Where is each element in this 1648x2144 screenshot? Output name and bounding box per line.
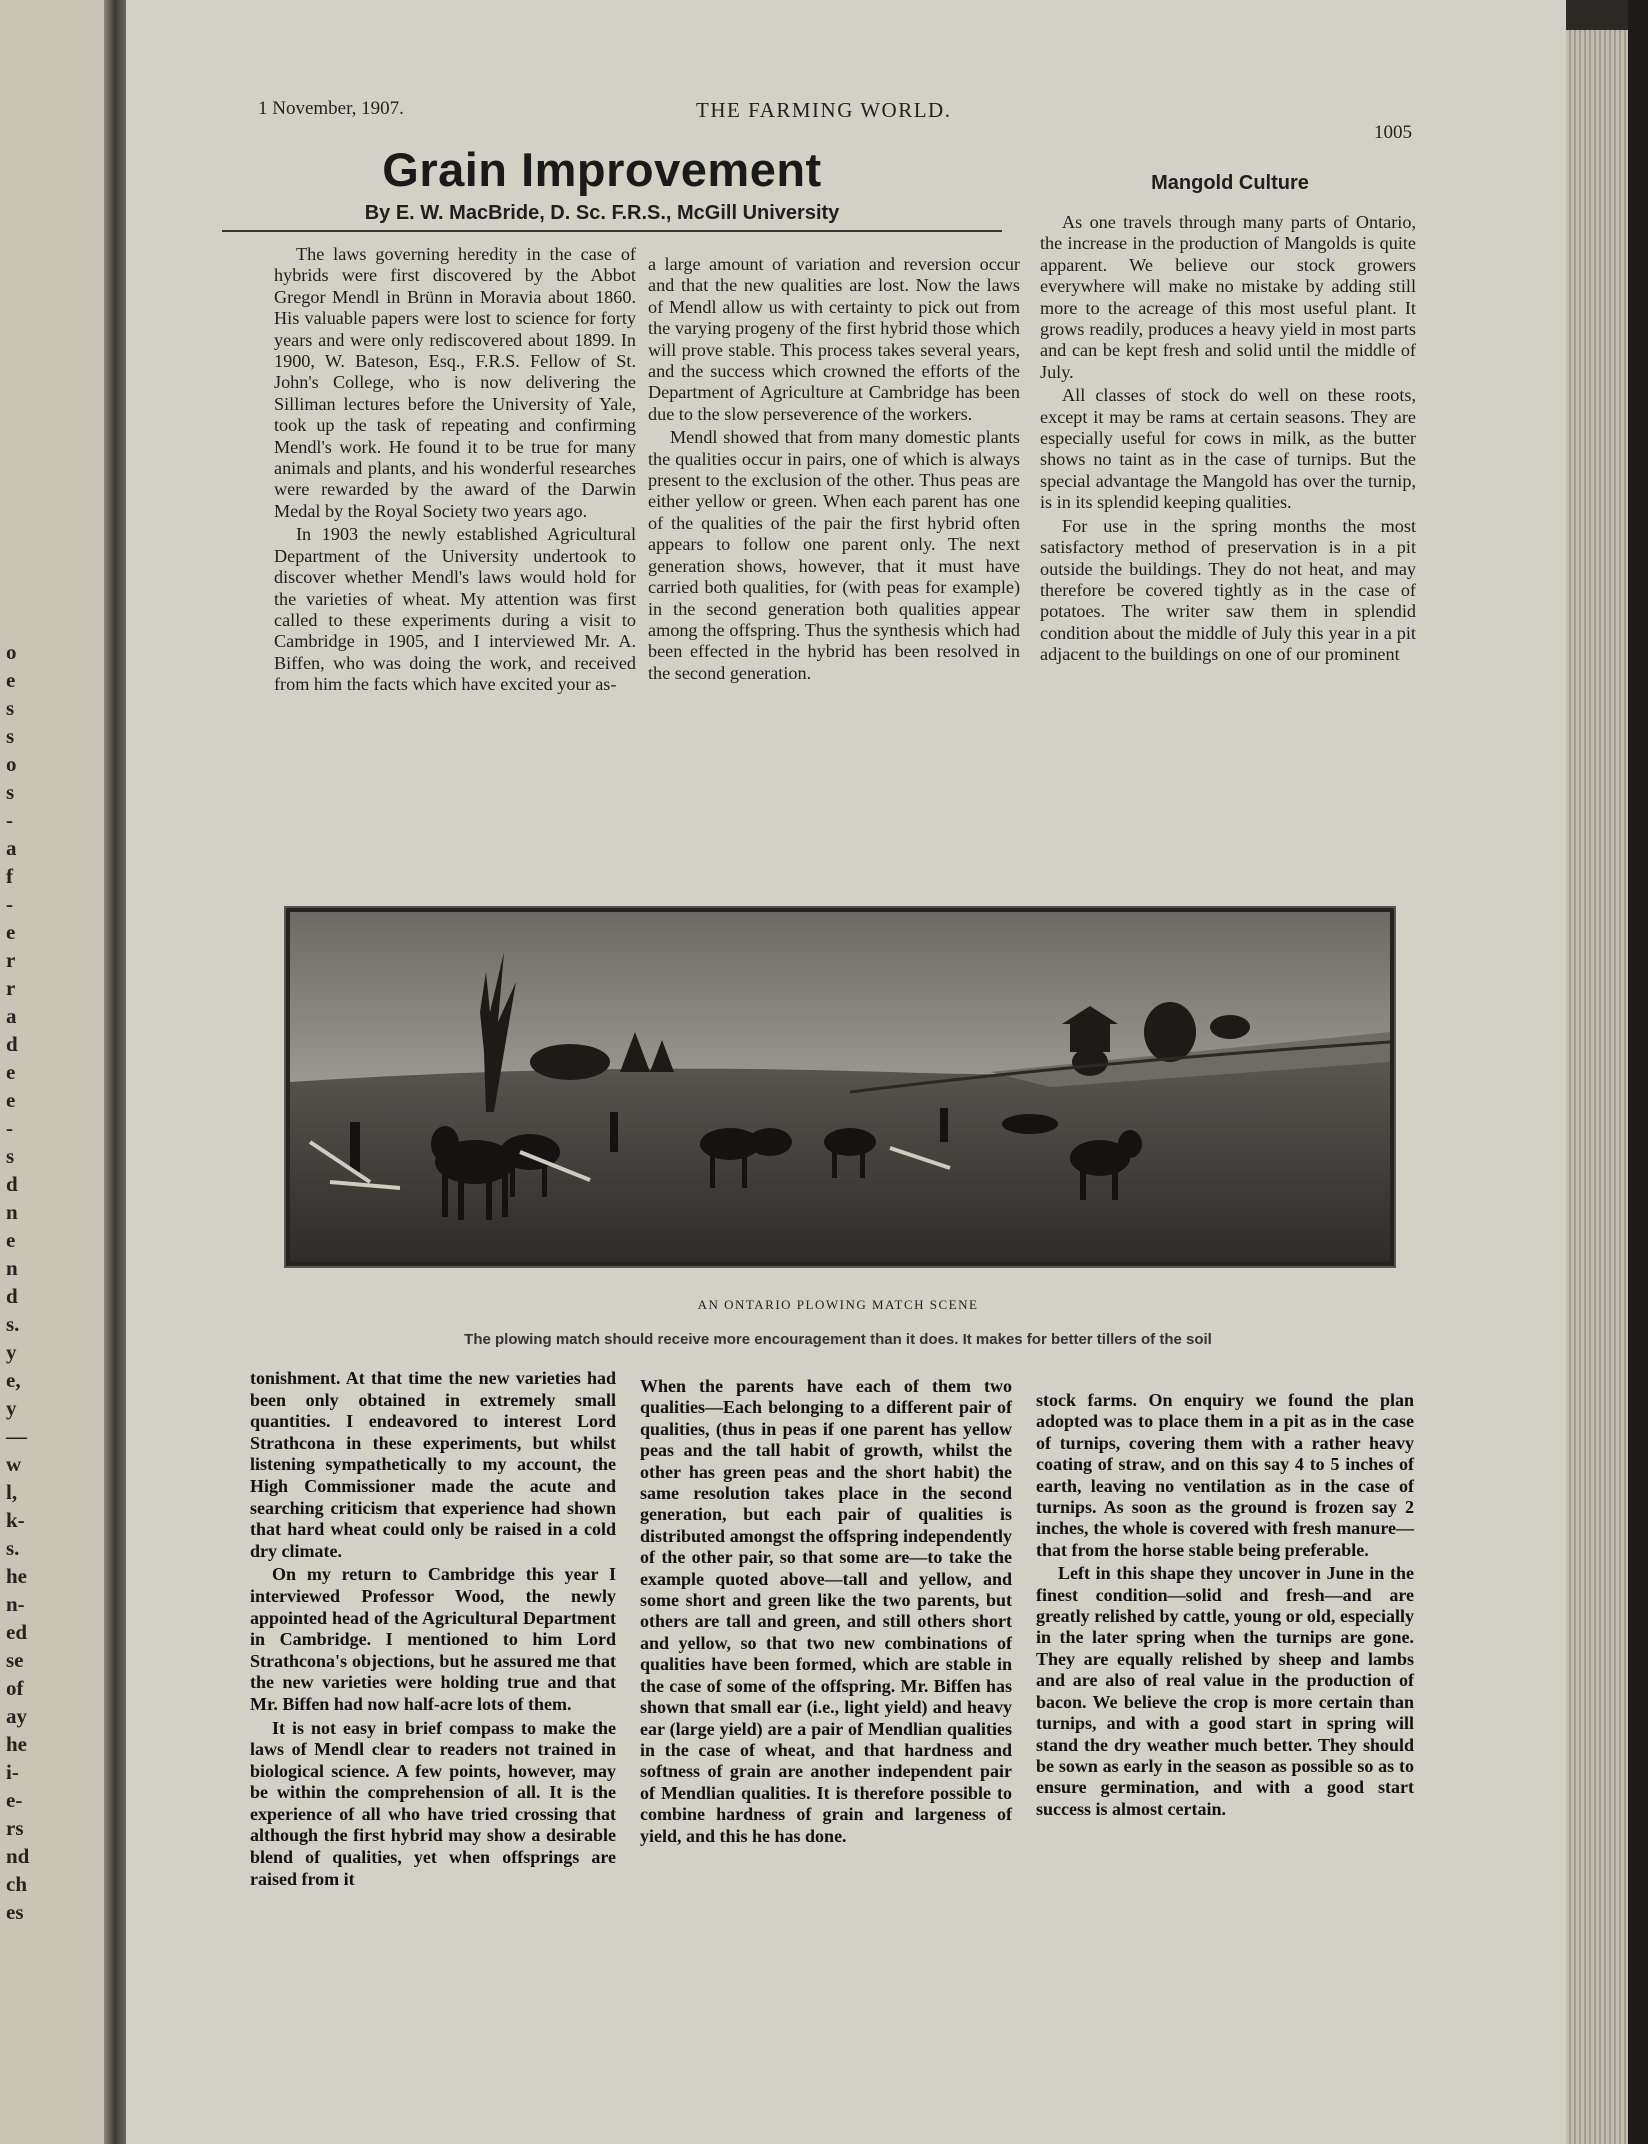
column-2-top [648,254,1020,686]
left-page-fragment: r [6,976,16,1000]
left-page-fragment: y [6,1396,17,1420]
left-page-fragment: d [6,1284,18,1308]
paragraph: As one travels through many parts of Ontario, the increase in the production of Mangolds is quite apparent. We believe our stock growers everywhere will make no mistake by adding still more to the acreage of this most useful plant. It grows readily, produces a heavy yield in most parts and can be kept fresh and solid until the middle of July. [1040,212,1416,382]
paragraph: For use in the spring months the most satisfactory method of preservation is in a pit outside the buildings. They do not heat, and may therefore be covered tightly as in the case of potatoes. The writer saw them in splendid condition about the middle of July this year in a pit adjacent to the buildings on one of our prominent [1040,515,1416,665]
left-page-fragment: o [6,640,17,664]
left-page-fragment: o [6,752,17,776]
left-page-fragment: ed [6,1620,27,1644]
left-page-fragment: l, [6,1480,18,1504]
paragraph: stock farms. On enquiry we found the plan adopted was to place them in a pit as in the case of turnips, covering them with a rather heavy coating of straw, and on this say 4 to 5 inches of earth, leaving no ventilation as in the case of turnips. As soon as the ground is frozen say 2 inches, the whole is covered with fresh manure—that from the horse stable being preferable. [1036,1390,1414,1560]
photo-caption-title: AN ONTARIO PLOWING MATCH SCENE [697,1297,979,1312]
left-page-fragment: n- [6,1592,25,1616]
plowing-match-photo [284,906,1396,1268]
left-page-fragment: he [6,1732,27,1756]
article-title: Grain Improvement [382,143,822,196]
left-page-fragment: e [6,1060,16,1084]
left-page-fragment: n [6,1200,18,1224]
left-page-fragment: e [6,1228,16,1252]
paragraph: Mendl showed that from many domestic plants the qualities occur in pairs, one of which is always present to the exclusion of the other. Thus peas are either yellow or green. When each parent has one of the qualities of the pair the first hybrid often appears to follow one parent only. The next generation shows, however, that it must have carried both qualities, for (with peas for example) in the second generation both qualities appear among the offspring. Thus the synthesis which had been effected in the hybrid has been resolved in the second generation. [648,427,1020,683]
paragraph: All classes of stock do well on these roots, except it may be rams at certain seasons. They are especially useful for cows in milk, as the butter shows no taint as in the case of turnips. But the special advantage the Mangold has over the turnip, is in its splendid keeping qualities. [1040,385,1416,513]
left-page-fragment: e [6,920,16,944]
left-page-fragment: e, [6,1368,21,1392]
left-page-fragment: rs [6,1816,24,1840]
paragraph: In 1903 the newly established Agricultural Department of the University undertook to discover whether Mendl's laws would hold for the varieties of wheat. My attention was first called to these experiments during a visit to Cambridge in 1905, and I interviewed Mr. A. Biffen, who was doing the work, and received from him the facts which have excited your as- [274,524,636,695]
binding-shadow [1628,0,1648,2144]
paragraph: a large amount of variation and reversion occur and that the new qualities are lost. Now the laws of Mendl allow us with certainty to pick out from the varying progeny of the first hybrid those which will prove stable. This process takes several years, and the success which crowned the efforts of the Department of Agriculture at Cambridge has been due to the slow perseverence of the workers. [648,254,1020,424]
article-byline: By E. W. MacBride, D. Sc. F.R.S., McGill University [364,202,840,224]
left-page-fragment: - [6,808,13,832]
column-2-bottom [640,1376,1012,1849]
left-page-fragment: e [6,1088,16,1112]
left-page-fragment: es [6,1900,24,1924]
left-page-fragment: s. [6,1536,20,1560]
left-page-fragment: — [6,1424,27,1448]
left-page-fragment: w [6,1452,22,1476]
photo-illustration [290,912,1390,1262]
title-rule [222,230,1002,232]
column-1-bottom [250,1368,616,1892]
left-page-fragment: a [6,836,17,860]
magazine-page [126,0,1566,2144]
left-page-fragment: ch [6,1872,27,1896]
paragraph: The laws governing heredity in the case of hybrids were first discovered by the Abbot Gregor Mendl in Brünn in Moravia about 1860. His valuable papers were lost to science for forty years and were only rediscovered about 1899. In 1900, W. Bateson, Esq., F.R.S. Fellow of St. John's College, who is now delivering the Silliman lectures before the University of Yale, took up the task of repeating and confirming Mendl's work. He found it to be true for many animals and plants, and his wonderful researches were rewarded by the award of the Darwin Medal by the Royal Society two years ago. [274,244,636,521]
left-page-fragment: d [6,1172,18,1196]
left-page-fragment: a [6,1004,17,1028]
page-number: 1005 [1374,122,1412,143]
left-page-fragment: nd [6,1844,30,1868]
left-page-fragment: k- [6,1508,25,1532]
column-3-top [1040,212,1416,668]
left-page-strip [0,0,112,2144]
left-page-fragment: e [6,668,16,692]
left-page-fragment: f [6,864,13,888]
column-3-bottom [1036,1390,1414,1822]
paragraph: tonishment. At that time the new varieties had been only obtained in extremely small quantities. I endeavored to interest Lord Strathcona in these experiments, but whilst listening sympathetically to my account, the High Commissioner made the acute and searching criticism that experience had shown that hard wheat could only be raised in a cold dry climate. [250,1368,616,1561]
paragraph: When the parents have each of them two qualities—Each belonging to a different pair of qualities, (thus in peas if one parent has yellow peas and the tall habit of growth, whilst the other has green peas and the short habit) the same resolution takes place in the second generation, but each pair of qualities is distributed amongst the offspring independently of the other pair, so that some are—to take the example quoted above—tall and yellow, and some short and green like the two parents, but others are tall and green, and still others short and yellow, so that two new combinations of qualities have been formed, which are stable in the case of some of the offspring. Mr. Biffen has shown that small ear (i.e., light yield) and heavy ear (large yield) are a pair of Mendlian qualities in the case of wheat, and that hardness and softness of grain are another independent pair of Mendlian qualities. It is therefore possible to combine hardness of grain and largeness of yield, and this he has done. [640,1376,1012,1846]
left-page-fragment: s [6,1144,15,1168]
left-page-fragment: - [6,1116,13,1140]
left-page-fragment: of [6,1676,24,1700]
left-page-fragment: ay [6,1704,27,1728]
side-article-title: Mangold Culture [1151,172,1309,194]
left-page-fragment: i- [6,1760,19,1784]
left-page-fragment: y [6,1340,17,1364]
left-page-fragment: s [6,724,15,748]
left-page-fragment: n [6,1256,18,1280]
book-gutter [104,0,126,2144]
left-page-fragment: he [6,1564,27,1588]
left-page-fragment: se [6,1648,24,1672]
left-page-fragment: - [6,892,13,916]
issue-date: 1 November, 1907. [258,98,404,119]
column-1-top [274,244,636,698]
photo-caption-text: The plowing match should receive more encouragement than it does. It makes for better tillers of the soil [464,1331,1212,1348]
paragraph: Left in this shape they uncover in June in the finest condition—solid and fresh—and are greatly relished by cattle, young or old, especially in the later spring when the turnips are gone. They are equally relished by sheep and lambs and are also of real value in the production of bacon. We believe the crop is more certain than turnips, and with a good start in spring will stand the dry weather much better. They should be sown as early in the season as possible so as to ensure germination, and with a good start success is almost certain. [1036,1563,1414,1819]
left-page-fragment: r [6,948,16,972]
left-page-fragment: s [6,696,15,720]
left-page-fragment: s. [6,1312,20,1336]
paragraph: On my return to Cambridge this year I interviewed Professor Wood, the newly appointed head of the Agricultural Department in Cambridge. I mentioned to him Lord Strathcona's objections, but he assured me that the new varieties were holding true and that Mr. Biffen had now half-acre lots of them. [250,1564,616,1714]
paragraph: It is not easy in brief compass to make the laws of Mendl clear to readers not trained in biological science. A few points, however, may be within the comprehension of all. It is the experience of all who have tried crossing that although the first hybrid may show a desirable blend of qualities, yet when offsprings are raised from it [250,1717,616,1889]
journal-title: THE FARMING WORLD. [696,98,952,122]
left-page-fragment: e- [6,1788,23,1812]
left-page-fragments [0,0,112,2144]
left-page-fragment: d [6,1032,18,1056]
left-page-fragment: s [6,780,15,804]
